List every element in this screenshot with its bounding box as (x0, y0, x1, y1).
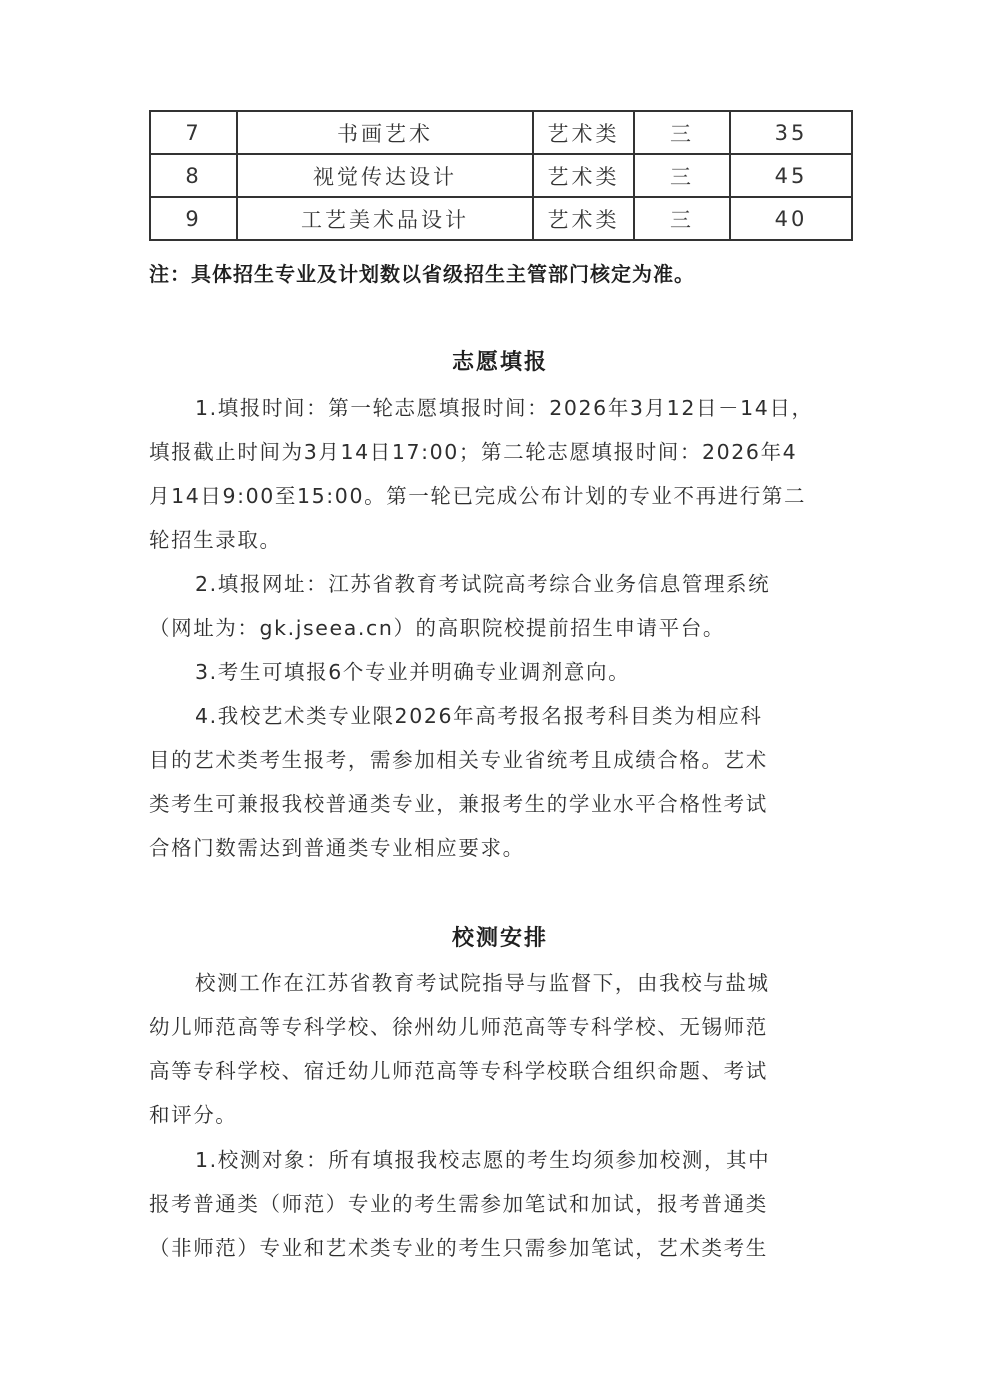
text-line: 月14日9:00至15:00。第一轮已完成公布计划的专业不再进行第二 (149, 484, 807, 508)
text-line: 3.考生可填报6个专业并明确专业调剂意向。 (195, 660, 631, 684)
text-line: 4.我校艺术类专业限2026年高考报名报考科目类为相应科 (195, 704, 763, 728)
text-line: 合格门数需达到普通类专业相应要求。 (149, 836, 525, 860)
cell-category: 艺术类 (533, 111, 634, 154)
cell-years: 三 (634, 111, 730, 154)
paragraph-application-art (149, 694, 851, 870)
cell-no: 9 (150, 197, 237, 240)
text-line: 1.填报时间：第一轮志愿填报时间：2026年3月12日－14日， (195, 396, 814, 420)
paragraph-application-time (149, 386, 851, 562)
text-line: 轮招生录取。 (149, 528, 282, 552)
text-line: （网址为：gk.jseea.cn）的高职院校提前招生申请平台。 (149, 616, 725, 640)
paragraph-application-choices (149, 650, 851, 694)
cell-no: 8 (150, 154, 237, 197)
cell-plan: 40 (730, 197, 852, 240)
paragraph-test-targets (149, 1138, 851, 1270)
text-line: 校测工作在江苏省教育考试院指导与监督下，由我校与盐城 (195, 971, 770, 995)
cell-plan: 35 (730, 111, 852, 154)
table-note: 注：具体招生专业及计划数以省级招生主管部门核定为准。 (149, 262, 695, 286)
table-row (150, 111, 852, 154)
paragraph-test-organization (149, 961, 851, 1137)
text-line: 目的艺术类考生报考，需参加相关专业省统考且成绩合格。艺术 (149, 748, 768, 772)
text-line: 类考生可兼报我校普通类专业，兼报考生的学业水平合格性考试 (149, 792, 768, 816)
cell-plan: 45 (730, 154, 852, 197)
text-line: 报考普通类（师范）专业的考生需参加笔试和加试，报考普通类 (149, 1192, 768, 1216)
section-heading-test: 校测安排 (451, 926, 548, 951)
text-line: 高等专科学校、宿迁幼儿师范高等专科学校联合组织命题、考试 (149, 1059, 768, 1083)
text-line: 1.校测对象：所有填报我校志愿的考生均须参加校测，其中 (195, 1148, 771, 1172)
text-line: 2.填报网址：江苏省教育考试院高考综合业务信息管理系统 (195, 572, 771, 596)
cell-years: 三 (634, 197, 730, 240)
text-line: 填报截止时间为3月14日17:00；第二轮志愿填报时间：2026年4 (149, 440, 798, 464)
table-row (150, 154, 852, 197)
cell-category: 艺术类 (533, 197, 634, 240)
table-row (150, 197, 852, 240)
text-line: （非师范）专业和艺术类专业的考生只需参加笔试，艺术类考生 (149, 1236, 768, 1260)
cell-category: 艺术类 (533, 154, 634, 197)
cell-major: 书画艺术 (237, 111, 533, 154)
cell-major: 视觉传达设计 (237, 154, 533, 197)
text-line: 幼儿师范高等专科学校、徐州幼儿师范高等专科学校、无锡师范 (149, 1015, 768, 1039)
cell-major: 工艺美术品设计 (237, 197, 533, 240)
majors-table (149, 110, 853, 241)
paragraph-application-url (149, 562, 851, 650)
cell-years: 三 (634, 154, 730, 197)
cell-no: 7 (150, 111, 237, 154)
text-line: 和评分。 (149, 1103, 238, 1127)
section-heading-application: 志愿填报 (451, 350, 548, 375)
